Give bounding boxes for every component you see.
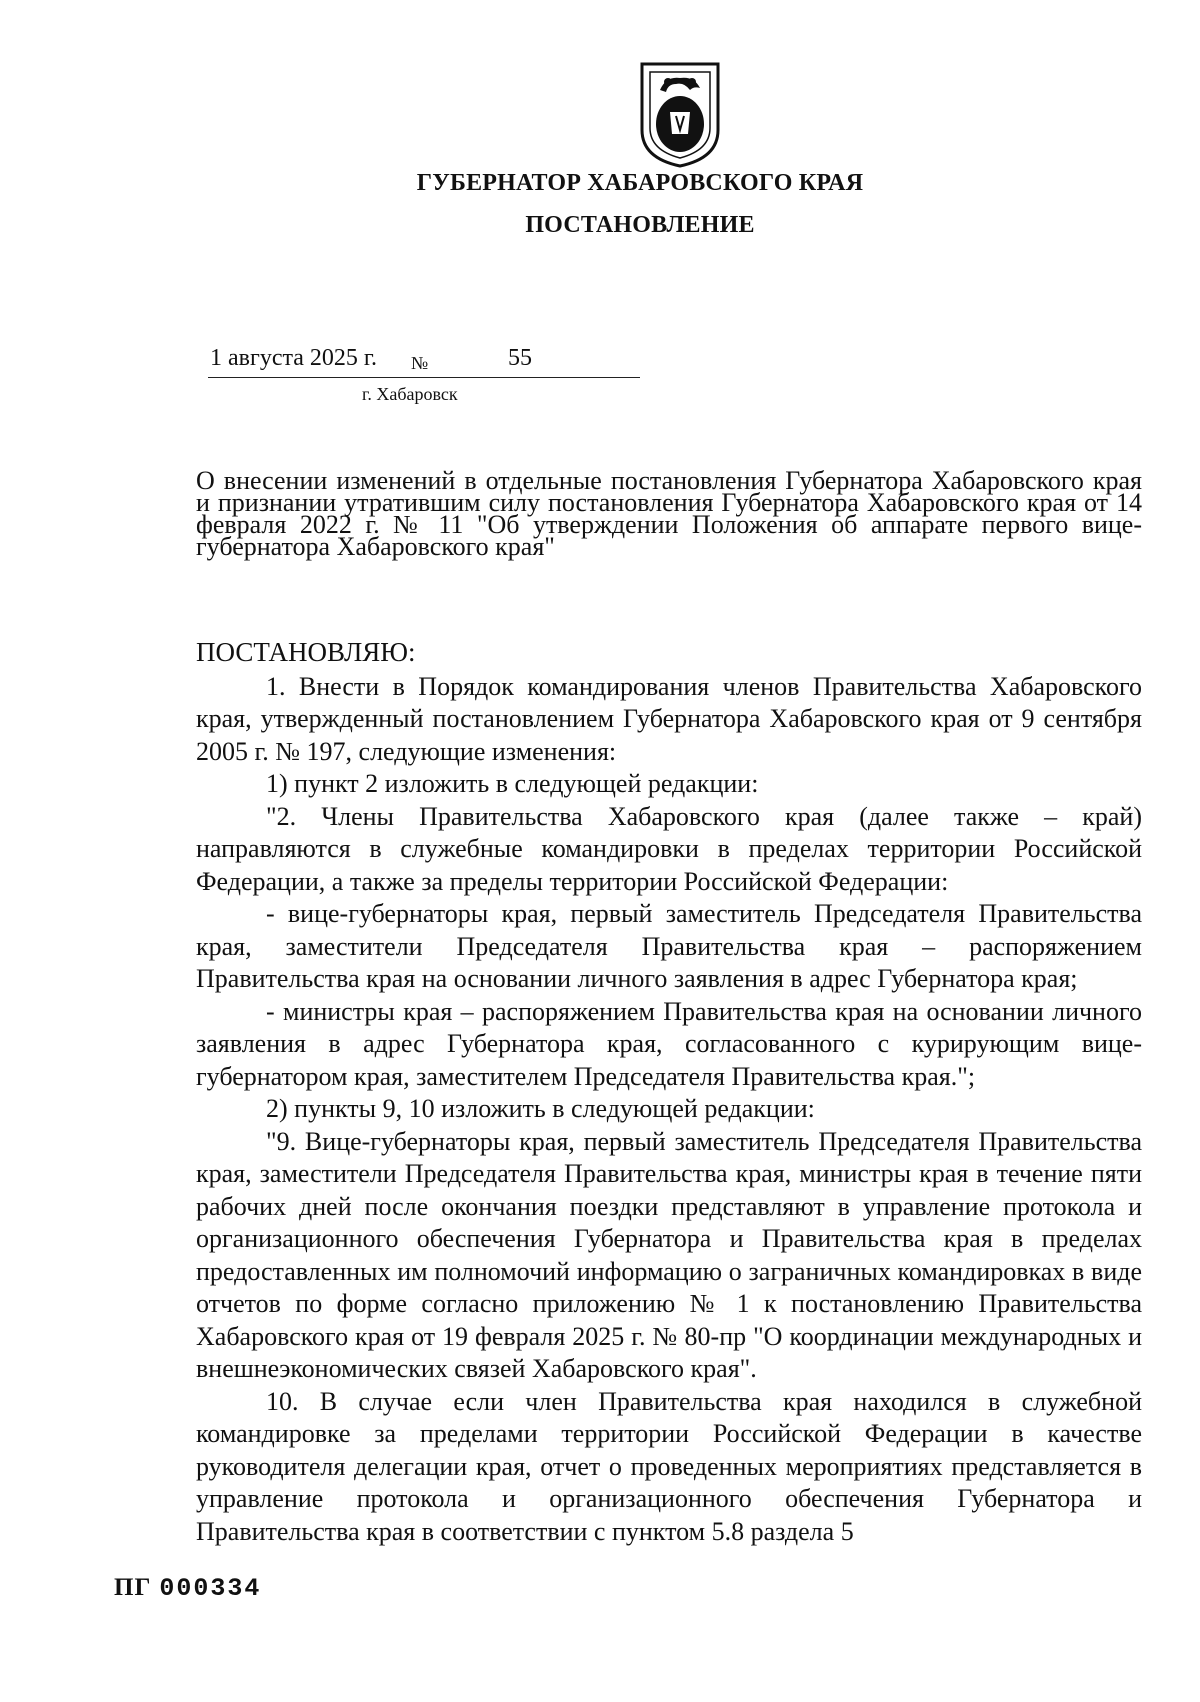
coat-of-arms-icon xyxy=(636,60,724,168)
date-number-line xyxy=(208,343,640,378)
form-serial-number xyxy=(114,1574,261,1603)
authority-heading: ГУБЕРНАТОР ХАБАРОВСКОГО КРАЯ xyxy=(416,170,864,196)
serial-prefix: ПГ xyxy=(114,1574,152,1601)
body-paragraph: 1) пункт 2 изложить в следующей редакции: xyxy=(266,769,759,798)
decree-heading: ПОСТАНОВЛЯЮ: xyxy=(196,637,416,667)
document-city: г. Хабаровск xyxy=(362,384,458,404)
body-paragraph: 1. Внести в Порядок командирования членов Правительства Хабаровского края, утвержденный постановлением Губернатора Хабаровского края от 9 сентября 2005 г. № 197, следующие изменения: xyxy=(196,671,1142,766)
document-number: 55 xyxy=(508,345,532,371)
document-type-heading: ПОСТАНОВЛЕНИЕ xyxy=(525,212,755,238)
document-title: О внесении изменений в отдельные постановления Губернатора Хабаровского края и признании утратившим силу постановления Губернатора Хабаровского края от 14 февраля 2022 г. № 11 "Об утверждении Положения об аппарате первого вице-губернатора Хабаровского края" xyxy=(196,466,1142,561)
body-paragraph: "9. Вице-губернаторы края, первый заместитель Председателя Правительства края, заместители Председателя Правительства края, министры края в течение пяти рабочих дней после окончания поездки представляют в управление протокола и организационного обеспечения Губернатора и Правительства края в пределах предоставленных им полномочий информацию о заграничных командировках в виде отчетов по форме согласно приложению № 1 к постановлению Правительства Хабаровского края от 19 февраля 2025 г. № 80-пр "О координации международных и внешнеэкономических связей Хабаровского края". xyxy=(196,1126,1142,1383)
body-paragraph: - министры края – распоряжением Правительства края на основании личного заявления в адрес Губернатора края, согласованного с курирующим вице-губернатором края, заместителем Председателя Правительства края."; xyxy=(196,996,1142,1091)
body-paragraph: "2. Члены Правительства Хабаровского края (далее также – край) направляются в служебные командировки в пределах территории Российской Федерации, а также за пределы территории Российской Федерации: xyxy=(196,801,1142,896)
serial-number: 000334 xyxy=(159,1574,262,1603)
document-body xyxy=(196,636,1142,1548)
body-paragraph: 10. В случае если член Правительства края находился в служебной командировке за пределами территории Российской Федерации в качестве руководителя делегации края, отчет о проведенных мероприятиях представляется в управление протокола и организационного обеспечения Губернатора и Правительства края в соответствии с пунктом 5.8 раздела 5 xyxy=(196,1386,1142,1546)
document-date: 1 августа 2025 г. xyxy=(210,345,378,371)
number-sign: № xyxy=(411,353,429,373)
body-paragraph: 2) пункты 9, 10 изложить в следующей редакции: xyxy=(266,1094,815,1123)
body-paragraph: - вице-губернаторы края, первый заместитель Председателя Правительства края, заместители Председателя Правительства края – распоряжением Правительства края на основании личного заявления в адрес Губернатора края; xyxy=(196,899,1142,993)
